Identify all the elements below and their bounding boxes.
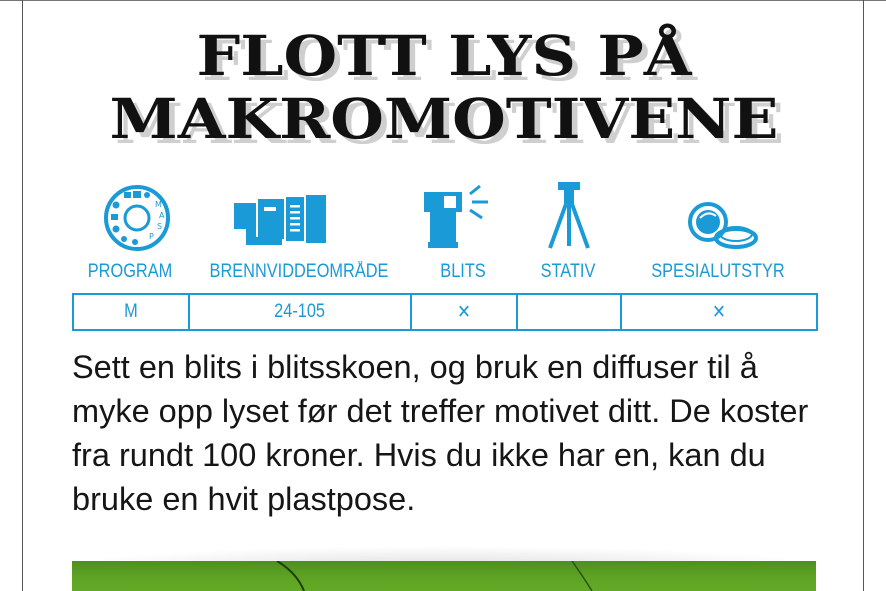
- dial-letter-s: S: [157, 222, 163, 231]
- value-brennvidde: [189, 294, 411, 330]
- headline-line-1: FLOTT LYS PÅ: [196, 23, 692, 88]
- page-edge-top: [0, 0, 886, 1]
- filters-icon: [688, 200, 760, 252]
- mode-dial-icon: [102, 183, 172, 253]
- flash-icon: [414, 180, 496, 252]
- value-program-text: M: [124, 301, 138, 322]
- body-text: Sett en blits i blitsskoen, og bruk en diffuser til å myke opp lyset før det treffer motivet ditt. De koster fra rundt 100 kroner. Hvis du ikke har en, kan du bruke en hvit plastpose.: [72, 349, 809, 517]
- dial-letter-p: P: [149, 232, 154, 241]
- label-spesialutstyr: SPESIALUTSTYR: [651, 261, 785, 282]
- dial-letter-a: A: [159, 211, 165, 220]
- value-spesialutstyr: [621, 294, 817, 330]
- macro-photo: [72, 561, 816, 591]
- label-blits: BLITS: [440, 261, 486, 282]
- value-brennvidde-text: 24-105: [274, 301, 326, 322]
- lens-icon: [232, 193, 328, 249]
- dial-letter-m: M: [155, 200, 162, 209]
- value-program: [73, 294, 189, 330]
- check-mark-spesialutstyr: ✕: [712, 301, 726, 323]
- headline: [27, 24, 860, 150]
- value-stativ: [517, 294, 621, 330]
- settings-table: [72, 293, 818, 331]
- label-stativ: STATIV: [540, 261, 596, 282]
- table-row: [73, 294, 817, 330]
- tripod-icon: [544, 180, 594, 252]
- value-blits: [411, 294, 517, 330]
- check-mark-blits: ✕: [457, 301, 471, 323]
- headline-line-2: MAKROMOTIVENE: [109, 86, 779, 151]
- page-edge-left: [22, 0, 23, 591]
- label-program: PROGRAM: [87, 261, 173, 282]
- label-brennvidde: BRENNVIDDEOMRÅDE: [209, 261, 389, 282]
- page-edge-right: [863, 0, 864, 591]
